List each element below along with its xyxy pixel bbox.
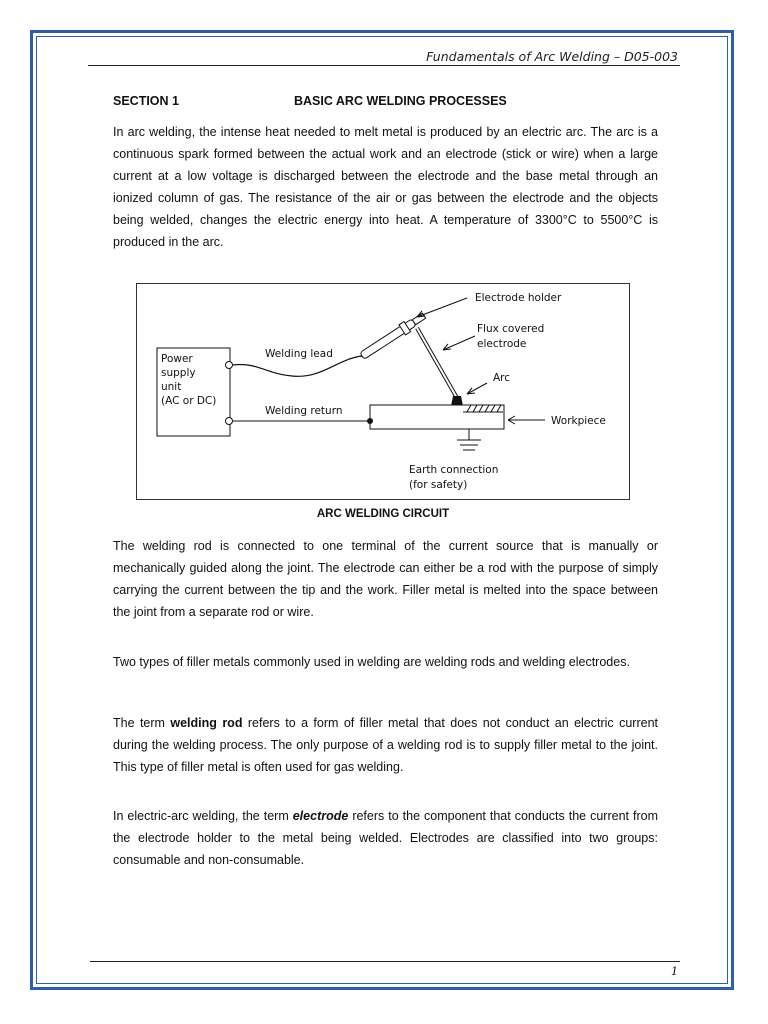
p4-text-after: refers to a form of filler metal that does not conduct an electric current during the welding process. The only purpose of a welding rod is to supply filler metal to the joint. This type of filler metal is often used for gas welding. [113,716,658,774]
terminal-return [226,418,233,425]
earth-ground-icon [457,429,481,450]
workpiece-plate [370,405,504,429]
term-electrode: electrode [292,809,349,823]
label-electrode-holder: Electrode holder [475,292,562,304]
footer-rule [90,961,680,962]
page-number: 1 [671,965,678,978]
label-welding-lead: Welding lead [265,348,333,360]
header-rule [88,65,680,66]
label-flux-2: electrode [477,338,527,350]
section-title: BASIC ARC WELDING PROCESSES [294,94,507,108]
paragraph-intro: In arc welding, the intense heat needed to melt metal is produced by an electric arc. The arc is a continuous spark formed between the actual work and an electrode (stick or wire) when a large current at a low voltage is discharged between the electrode and the base metal through an ionized column of gas. The resistance of the air or gas between the electrode and the objects being welded, changes the electric energy into heat. A temperature of 3300°C to 5500°C is produced in the arc. [113,125,658,249]
label-earth-1: Earth connection [409,464,499,476]
section-number: SECTION 1 [113,94,179,108]
label-flux-1: Flux covered [477,323,545,335]
term-welding-rod: welding rod [170,716,243,730]
paragraph-welding-rod-connection: The welding rod is connected to one terminal of the current source that is manually or mechanically guided along the joint. The electrode can either be a rod with the purpose of simply carrying the current between the tip and the work. Filler metal is melted into the space between the joint from a separate rod or wire. [113,539,658,619]
running-header: Fundamentals of Arc Welding – D05-003 [426,49,678,64]
paragraph-electrode-term [113,805,658,871]
terminal-lead [226,362,233,369]
label-welding-return: Welding return [265,405,343,417]
arc-welding-diagram [136,283,630,500]
section-heading [113,94,507,108]
figure-caption: ARC WELDING CIRCUIT [316,508,450,520]
label-power-4: (AC or DC) [161,395,217,407]
label-power-1: Power [161,353,193,365]
diagram-svg [137,284,629,499]
p5-text-before: In electric-arc welding, the term [113,809,293,823]
label-power-3: unit [161,381,182,393]
paragraph-welding-rod-term [113,712,658,778]
p4-text-before: The term [113,716,171,730]
label-power-2: supply [161,367,196,379]
label-arc: Arc [493,372,511,384]
label-earth-2: (for safety) [409,479,468,491]
paragraph-filler-types: Two types of filler metals commonly used in welding are welding rods and welding electrodes. [113,655,630,669]
p5-text-after: refers to the component that conducts the current from the electrode holder to the metal being welded. Electrodes are classified into two groups: consumable and non-consumable. [113,809,658,867]
electrode-holder-icon [359,311,428,361]
label-workpiece: Workpiece [551,415,606,427]
